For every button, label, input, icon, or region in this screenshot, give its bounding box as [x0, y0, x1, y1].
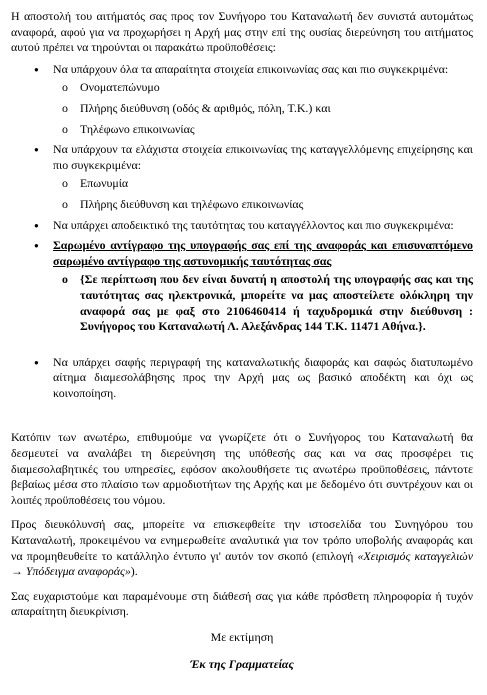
closing-salutation: Με εκτίμηση	[210, 630, 274, 644]
requirement-text: Να υπάρχει σαφής περιγραφή της καταναλωτικής διαφοράς και σαφώς διατυπωμένο αίτημα διαμεσολάβησης προς την Αρχή μας ως βασικό αποδέκτη και όχι ως κοινοποίηση.	[53, 354, 473, 400]
bullet-icon: ●	[34, 64, 39, 74]
sub-bullet-icon: o	[62, 100, 68, 115]
thanks-paragraph: Σας ευχαριστούμε και παραμένουμε στη διάθεσή σας για κάθε πρόσθετη πληροφορία ή τυχόν απαραίτητη διευκρίνιση.	[11, 588, 473, 619]
requirement-contact-details	[11, 62, 473, 137]
website-paragraph: Προς διευκόλυνσή σας, μπορείτε να επισκεφθείτε την ιστοσελίδα του Συνηγόρου του Καταναλωτή, προκειμένου να ενημερωθείτε αναλυτικά για τον τρόπο υποβολής αναφοράς και να προμηθευθείτε το κατάλληλο έντυπο γι' αυτόν τον σκοπό (επιλογή «Χειρισμός καταγγελιών → Υπόδειγμα αναφοράς»).	[11, 517, 473, 579]
bullet-icon: ●	[34, 145, 39, 155]
bullet-icon: ●	[34, 357, 39, 367]
requirement-business-details	[11, 142, 473, 212]
requirement-identity-proof	[11, 218, 473, 234]
requirements-list	[11, 62, 473, 402]
intro-paragraph: Η αποστολή του αιτήματός σας προς τον Συνήγορο του Καταναλωτή δεν συνιστά αυτομάτως αναφορά, αφού για να προχωρήσει η Αρχή μας στην επί της ουσίας διερεύνηση του αιτήματος αυτού πρέπει να τηρούνται οι παρακάτω προϋποθέσεις:	[11, 9, 473, 55]
bullet-icon: ●	[34, 220, 39, 230]
fax-post-note: o {Σε περίπτωση που δεν είναι δυνατή η αποστολή της υπογραφής σας και της ταυτότητας σας ηλεκτρονικά, μπορείτε να μας αποστείλετε ολόκληρη την αναφορά σας με φαξ στο 2106460414 ή ταχυδρομικά στην διεύθυνση : Συνήγορος του Καταναλωτή Λ. Αλεξάνδρας 144 Τ.Κ. 11471 Αθήνα.}.	[62, 272, 473, 334]
requirement-dispute-description	[11, 355, 473, 402]
requirement-text: Να υπάρχουν όλα τα απαραίτητα στοιχεία επικοινωνίας σας και πιο συγκεκριμένα:	[53, 61, 449, 76]
sub-item: o Τηλέφωνο επικοινωνίας	[62, 121, 195, 136]
requirement-text: Σαρωμένο αντίγραφο της υπογραφής σας επί της αναφοράς και επισυναπτόμενο σαρωμένο αντίγραφο της αστυνομικής ταυτότητας σας	[53, 238, 473, 268]
sub-bullet-icon: o	[62, 121, 68, 136]
menu-path: «Χειρισμός καταγγελιών → Υπόδειγμα αναφοράς»	[11, 548, 473, 579]
sub-bullet-icon: o	[62, 176, 68, 191]
sub-bullet-icon: o	[62, 196, 68, 211]
scanned-signature-sublist	[53, 272, 473, 334]
requirement-text: Να υπάρχουν τα ελάχιστα στοιχεία επικοινωνίας της καταγγελλόμενης επιχείρησης και πιο συγκεκριμένα:	[53, 142, 473, 172]
business-details-sublist	[53, 176, 473, 212]
sub-bullet-icon: o	[62, 80, 68, 95]
sub-bullet-icon: o	[62, 272, 68, 287]
sub-item: o Πλήρης διεύθυνση (οδός & αριθμός, πόλη, Τ.Κ.) και	[62, 100, 331, 115]
contact-details-sublist	[53, 80, 473, 137]
bullet-icon: ●	[34, 241, 39, 251]
sub-item: o Επωνυμία	[62, 176, 129, 191]
sub-item: o Πλήρης διεύθυνση και τηλέφωνο επικοινωνίας	[62, 196, 304, 211]
letter-page	[11, 0, 473, 672]
requirement-scanned-signature	[11, 238, 473, 335]
requirement-text: Να υπάρχει αποδεικτικό της ταυτότητας του καταγγέλλοντος και πιο συγκεκριμένα:	[53, 217, 454, 232]
sub-item: o Ονοματεπώνυμο	[62, 80, 160, 95]
followup-paragraph: Κατόπιν των ανωτέρω, επιθυμούμε να γνωρίζετε ότι ο Συνήγορος του Καταναλωτή θα δεσμευτεί να αναλάβει τη διερεύνηση της υπόθεσής σας και να σας προσφέρει τις διαμεσολαβητικές του υπηρεσίες, εφόσον ακολουθήσετε τις ανωτέρω προϋποθέσεις, πάντοτε βεβαίως μέσα στο πλαίσιο των αρμοδιοτήτων της Αρχής και με δεδομένο ότι συντρέχουν και οι λοιπές προϋποθέσεις του νόμου.	[11, 430, 473, 507]
signature: Έκ της Γραμματείας	[190, 656, 294, 671]
